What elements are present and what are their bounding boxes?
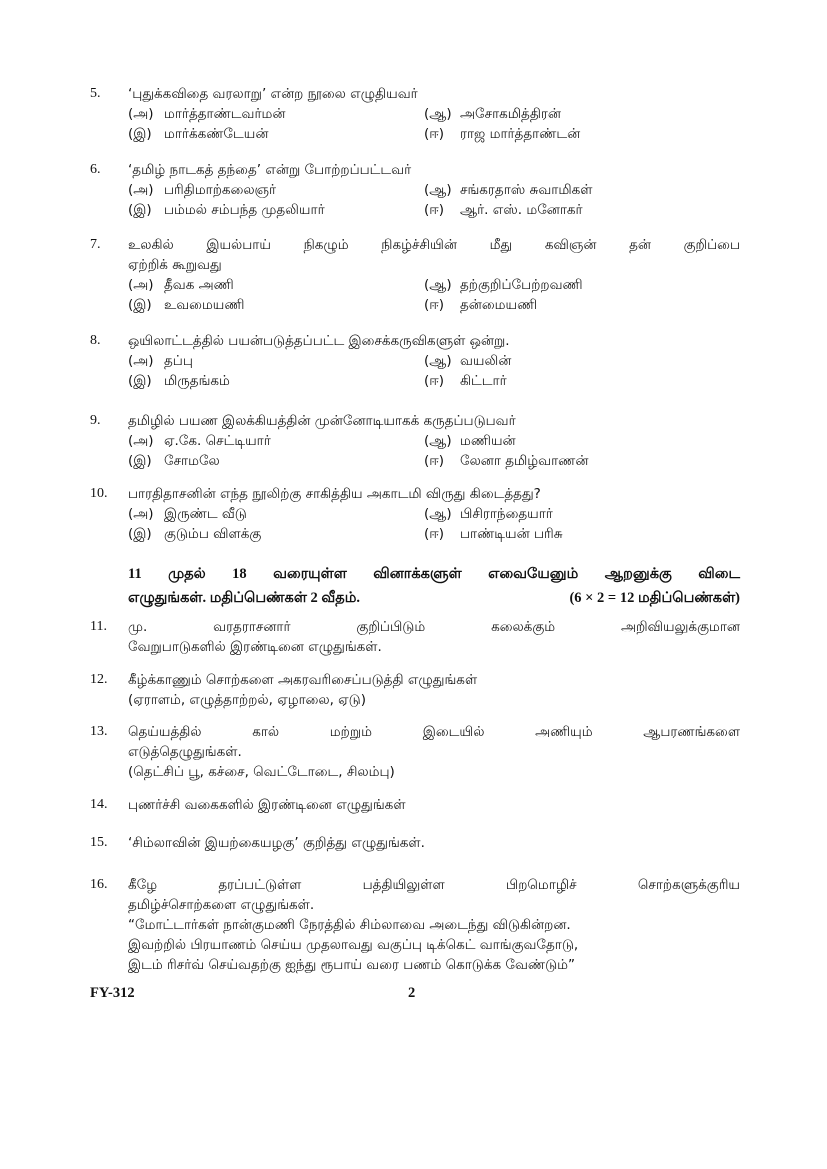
section-instruction-cont: எழுதுங்கள். மதிப்பெண்கள் 2 வீதம். [128,590,361,606]
question-text: கீழே தரப்பட்டுள்ள பத்தியிலுள்ள பிறமொழிச் சொற்களுக்குரிய [128,877,740,893]
question-number: 11. [90,619,107,634]
options [128,104,740,144]
options [128,351,740,391]
option-i: (இ) சோமலே [128,453,220,469]
question-number: 9. [90,413,101,428]
question-text: தமிழில் பயண இலக்கியத்தின் முன்னோடியாகக் கருதப்படுபவர் [128,413,516,429]
question-number: 5. [90,86,101,101]
option-aa: (ஆ) பிசிராந்தையார் [424,506,553,522]
passage-line: “மோட்டார்கள் நான்குமணி நேரத்தில் சிம்லாவை அடைந்து விடுகின்றன. [128,917,571,933]
option-a: (அ) தீவக அணி [128,277,234,293]
question-9 [90,411,740,471]
page-number: 2 [408,985,416,1001]
options [128,275,740,315]
option-i: (இ) மிருதங்கம் [128,373,230,389]
option-i: (இ) குடும்ப விளக்கு [128,526,262,542]
question-text: மு. வரதராசனார் குறிப்பிடும் கலைக்கும் அறிவியலுக்குமான [128,619,740,635]
question-14 [90,795,740,815]
question-text: ‘தமிழ் நாடகத் தந்தை’ என்று போற்றப்பட்டவர் [128,162,412,178]
passage-line: இடம் ரிசர்வ் செய்வதற்கு ஐந்து ரூபாய் வரை பணம் கொடுக்க வேண்டும்” [128,957,576,973]
section-instruction: 11 முதல் 18 வரையுள்ள வினாக்களுள் எவையேனும் ஆறனுக்கு விடை [128,566,740,582]
question-15 [90,833,740,853]
question-text: ‘சிம்லாவின் இயற்கையழகு’ குறித்து எழுதுங்கள். [128,835,425,851]
question-text-cont: ஏற்றிக் கூறுவது [128,257,222,273]
question-text: தெய்யத்தில் கால் மற்றும் இடையில் அணியும் ஆபரணங்களை [128,724,740,740]
question-number: 10. [90,486,108,501]
option-aa: (ஆ) மணியன் [424,433,516,449]
question-number: 14. [90,797,108,812]
question-8 [90,331,740,391]
option-i: (இ) உவமையணி [128,297,245,313]
question-7 [90,235,740,315]
option-ii: (ஈ) கிட்டார் [424,373,507,389]
option-ii: (ஈ) தன்மையணி [424,297,538,313]
options [128,180,740,220]
option-a: (அ) இருண்ட வீடு [128,506,247,522]
options [128,504,740,544]
option-ii: (ஈ) பாண்டியன் பரிசு [424,526,563,542]
question-text: ‘புதுக்கவிதை வரலாறு’ என்ற நூலை எழுதியவர் [128,86,418,102]
question-text-cont: எடுத்தெழுதுங்கள். [128,744,242,760]
question-number: 7. [90,237,101,252]
option-a: (அ) மார்த்தாண்டவர்மன் [128,106,286,122]
question-16 [90,875,740,975]
option-ii: (ஈ) ஆர். எஸ். மனோகர் [424,202,583,218]
question-number: 8. [90,333,101,348]
question-10 [90,484,740,544]
question-12 [90,670,740,710]
paper-code: FY-312 [90,985,135,1001]
question-number: 15. [90,835,108,850]
question-number: 16. [90,877,108,892]
option-a: (அ) பரிதிமாற்கலைஞர் [128,182,277,198]
option-aa: (ஆ) அசோகமித்திரன் [424,106,561,122]
question-text: உலகில் இயல்பாய் நிகழும் நிகழ்ச்சியின் மீது கவிஞன் தன் குறிப்பை [128,237,740,253]
question-text: ஒயிலாட்டத்தில் பயன்படுத்தப்பட்ட இசைக்கருவிகளுள் ஒன்று. [128,333,510,349]
option-ii: (ஈ) லேனா தமிழ்வாணன் [424,453,589,469]
question-text-cont: தமிழ்ச்சொற்களை எழுதுங்கள். [128,897,315,913]
question-11 [90,617,740,657]
option-a: (அ) தப்பு [128,353,193,369]
question-number: 12. [90,672,108,687]
option-aa: (ஆ) வயலின் [424,353,512,369]
passage-line: இவற்றில் பிரயாணம் செய்ய முதலாவது வகுப்பு டிக்கெட் வாங்குவதோடு, [128,937,579,953]
section-marks: (6 × 2 = 12 மதிப்பெண்கள்) [569,590,740,606]
option-i: (இ) மார்க்கண்டேயன் [128,126,269,142]
question-5 [90,84,740,144]
section-heading [128,562,740,610]
option-i: (இ) பம்மல் சம்பந்த முதலியார் [128,202,325,218]
question-text: கீழ்க்காணும் சொற்களை அகரவரிசைப்படுத்தி எழுதுங்கள் [128,672,478,688]
question-text: பாரதிதாசனின் எந்த நூலிற்கு சாகித்திய அகாடமி விருது கிடைத்தது? [128,486,541,502]
option-ii: (ஈ) ராஜ மார்த்தாண்டன் [424,126,581,142]
question-6 [90,160,740,220]
question-13 [90,722,740,782]
option-a: (அ) ஏ.கே. செட்டியார் [128,433,271,449]
question-number: 13. [90,724,108,739]
question-words: (ஏராளம், எழுத்தாற்றல், ஏழாலை, ஏடு) [128,692,367,708]
question-number: 6. [90,162,101,177]
options [128,431,740,471]
question-text-cont: வேறுபாடுகளில் இரண்டினை எழுதுங்கள். [128,639,382,655]
option-aa: (ஆ) தற்குறிப்பேற்றவணி [424,277,583,293]
question-text: புணர்ச்சி வகைகளில் இரண்டினை எழுதுங்கள் [128,797,406,813]
option-aa: (ஆ) சங்கரதாஸ் சுவாமிகள் [424,182,593,198]
question-words: (தெட்சிப் பூ, கச்சை, வெட்டோடை, சிலம்பு) [128,764,395,780]
